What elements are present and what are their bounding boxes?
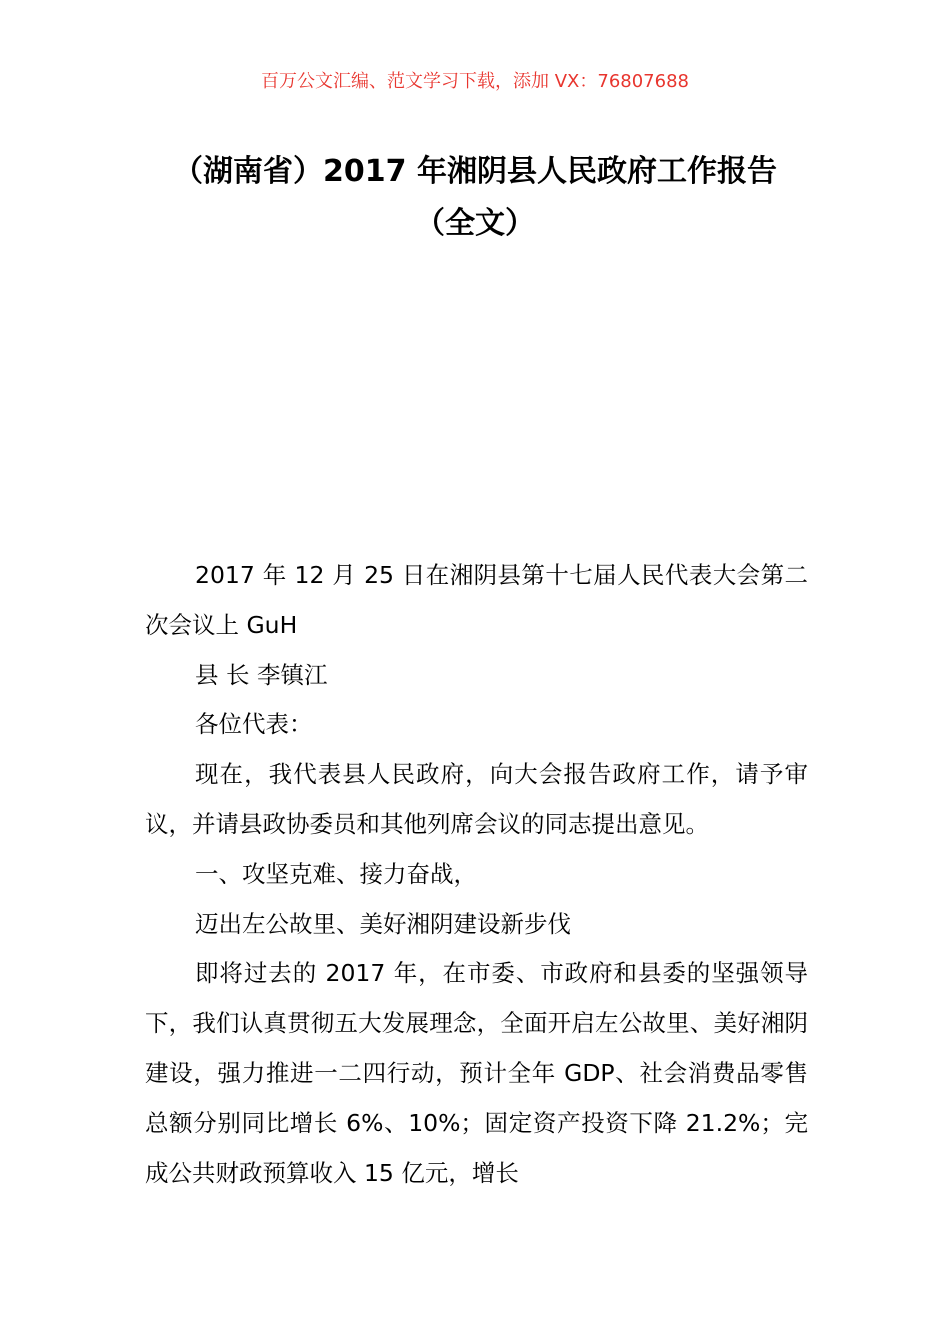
section-heading-line-1: 一、攻坚克难、接力奋战， [195, 859, 477, 888]
section-heading-line-2: 迈出左公故里、美好湘阴建设新步伐 [195, 909, 571, 938]
paragraph-salutation: 各位代表： [195, 710, 313, 739]
paragraph-meeting-info: 2017 年 12 月 25 日在湘阴县第十七届人民代表大会第二次会议上 GuH [145, 561, 808, 639]
document-title: （湖南省）2017 年湘阴县人民政府工作报告（全文） [173, 154, 777, 241]
document-body [145, 551, 808, 1198]
header-banner: 百万公文汇编、范文学习下载，添加 VX：76807688 [261, 71, 689, 92]
paragraph-opening: 现在，我代表县人民政府，向大会报告政府工作，请予审议，并请县政协委员和其他列席会议的同志提出意见。 [145, 760, 808, 838]
paragraph-review: 即将过去的 2017 年，在市委、市政府和县委的坚强领导下，我们认真贯彻五大发展理念，全面开启左公故里、美好湘阴建设，强力推进一二四行动，预计全年 GDP、社会消费品零售总额分别同比增长 6%、10%；固定资产投资下降 21.2%；完成公共财政预算收入 15 亿元，增长 [145, 959, 808, 1187]
paragraph-speaker: 县 长 李镇江 [195, 660, 328, 689]
